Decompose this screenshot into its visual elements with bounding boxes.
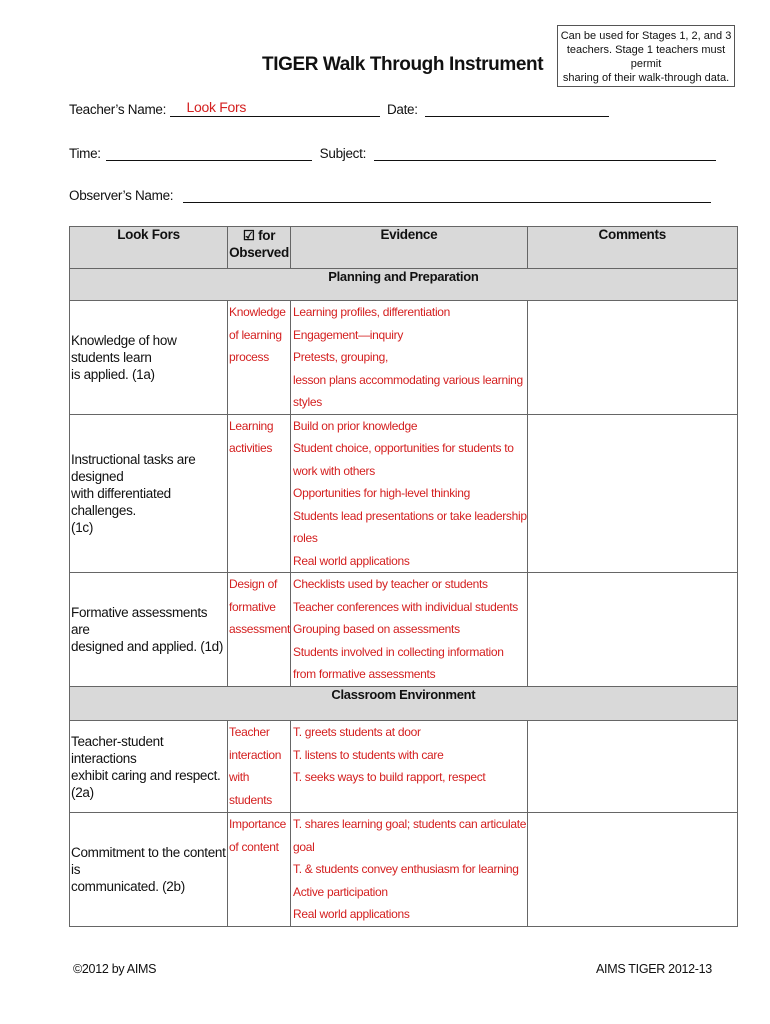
date-field[interactable]: [425, 101, 609, 117]
look-for-cell: [70, 414, 228, 573]
evidence-line: Opportunities for high-level thinking: [293, 486, 471, 500]
evidence-line: T. & students convey enthusiasm for learning: [293, 862, 519, 876]
header-observed-label: Observed: [229, 245, 289, 260]
observed-cell[interactable]: [228, 301, 291, 415]
observed-cell[interactable]: [228, 414, 291, 573]
observer-name-field[interactable]: [183, 187, 711, 203]
table-row: [70, 813, 738, 927]
look-for-line: (1c): [71, 519, 94, 535]
observed-line: interaction: [229, 747, 282, 762]
time-label: Time:: [69, 146, 101, 161]
evidence-cell: [291, 414, 528, 573]
comments-cell[interactable]: [527, 573, 737, 687]
evidence-line: Engagement—inquiry: [293, 327, 404, 342]
look-for-cell: [70, 573, 228, 687]
evidence-line: T. shares learning goal; students can articulate: [293, 817, 527, 831]
teacher-name-label: Teacher’s Name:: [69, 102, 167, 117]
evidence-line: Active participation: [293, 884, 388, 899]
section-row: [70, 687, 738, 721]
note-line: Can be used for Stages 1, 2, and 3: [560, 30, 732, 42]
look-for-line: Teacher-student interactions: [71, 733, 164, 766]
observed-line: of content: [229, 839, 279, 854]
observer-row: [69, 187, 711, 203]
look-for-line: Knowledge of how students learn: [71, 332, 177, 365]
date-label: Date:: [386, 102, 418, 117]
section-row: [70, 269, 738, 301]
evidence-line: from formative assessments: [293, 667, 436, 681]
evidence-line: Grouping based on assessments: [293, 622, 460, 636]
observed-line: Knowledge: [229, 305, 286, 319]
look-for-line: Commitment to the content is: [71, 844, 226, 877]
look-for-line: exhibit caring and respect. (2a): [71, 767, 221, 800]
header-observed-check: ☑ for: [242, 228, 276, 243]
observed-cell[interactable]: [228, 573, 291, 687]
look-for-line: designed and applied. (1d): [71, 639, 224, 654]
comments-cell[interactable]: [527, 414, 737, 573]
evidence-cell: [291, 573, 528, 687]
look-for-line: Formative assessments are: [71, 605, 208, 637]
subject-field[interactable]: [374, 145, 716, 161]
note-line: sharing of their walk-through data.: [562, 72, 730, 84]
note-line: teachers. Stage 1 teachers must permit: [566, 44, 726, 70]
subject-label: Subject:: [319, 146, 367, 161]
comments-cell[interactable]: [527, 301, 737, 415]
observed-line: Importance: [229, 817, 287, 831]
observed-line: with: [229, 770, 250, 784]
table-row: [70, 573, 738, 687]
time-subject-row: [69, 145, 716, 161]
section-title: Classroom Environment: [70, 687, 738, 721]
observed-cell[interactable]: [228, 721, 291, 813]
observed-line: activities: [229, 441, 273, 455]
comments-cell[interactable]: [527, 721, 737, 813]
look-for-line: is applied. (1a): [71, 366, 155, 382]
observed-line: formative: [229, 599, 276, 614]
evidence-line: Checklists used by teacher or students: [293, 577, 488, 591]
observer-name-label: Observer’s Name:: [69, 188, 174, 203]
look-for-line: with differentiated challenges.: [71, 485, 171, 518]
evidence-line: Teacher conferences with individual students: [293, 599, 518, 614]
evidence-line: T. listens to students with care: [293, 747, 444, 762]
evidence-line: Students lead presentations or take leadership: [293, 508, 527, 523]
table-header-row: [70, 227, 738, 269]
observed-line: process: [229, 350, 269, 364]
look-for-cell: [70, 301, 228, 415]
section-title: Planning and Preparation: [70, 269, 738, 301]
header-evidence: Evidence: [291, 227, 528, 269]
evidence-line: Real world applications: [293, 553, 410, 568]
observed-line: students: [229, 792, 272, 807]
evidence-line: Student choice, opportunities for students to: [293, 441, 514, 455]
header-look-fors: Look Fors: [70, 227, 228, 269]
evidence-line: styles: [293, 395, 322, 409]
evidence-line: T. greets students at door: [293, 725, 421, 739]
table-row: [70, 721, 738, 813]
teacher-name-field[interactable]: [170, 101, 380, 117]
evidence-line: T. seeks ways to build rapport, respect: [293, 770, 486, 784]
header-comments: Comments: [527, 227, 737, 269]
evidence-line: work with others: [293, 463, 375, 478]
look-fors-table: [69, 226, 738, 927]
header-observed: [228, 227, 291, 269]
evidence-line: Students involved in collecting information: [293, 644, 504, 659]
comments-cell[interactable]: [527, 813, 737, 927]
observed-line: Learning: [229, 418, 274, 433]
evidence-line: roles: [293, 531, 318, 545]
evidence-line: Pretests, grouping,: [293, 350, 389, 364]
evidence-cell: [291, 721, 528, 813]
evidence-cell: [291, 813, 528, 927]
observed-line: Design of: [229, 577, 277, 591]
page-title: TIGER Walk Through Instrument: [262, 54, 544, 75]
look-for-line: communicated. (2b): [71, 878, 185, 894]
stage-note-box: [557, 25, 735, 87]
observed-line: assessment: [229, 622, 291, 636]
look-for-line: Instructional tasks are designed: [71, 451, 196, 484]
teacher-name-value: Look Fors: [186, 99, 247, 115]
teacher-date-row: [69, 101, 609, 117]
time-field[interactable]: [106, 145, 312, 161]
table-row: [70, 301, 738, 415]
footer-version: AIMS TIGER 2012-13: [596, 962, 712, 976]
evidence-line: lesson plans accommodating various learning: [293, 372, 523, 387]
table-row: [70, 414, 738, 573]
evidence-line: goal: [293, 839, 315, 854]
evidence-line: Real world applications: [293, 907, 410, 921]
observed-line: Teacher: [229, 725, 270, 739]
evidence-cell: [291, 301, 528, 415]
evidence-line: Build on prior knowledge: [293, 418, 418, 433]
observed-cell[interactable]: [228, 813, 291, 927]
observed-line: of learning: [229, 327, 282, 342]
footer-copyright: ©2012 by AIMS: [73, 962, 157, 976]
look-for-cell: [70, 813, 228, 927]
look-for-cell: [70, 721, 228, 813]
evidence-line: Learning profiles, differentiation: [293, 305, 451, 319]
